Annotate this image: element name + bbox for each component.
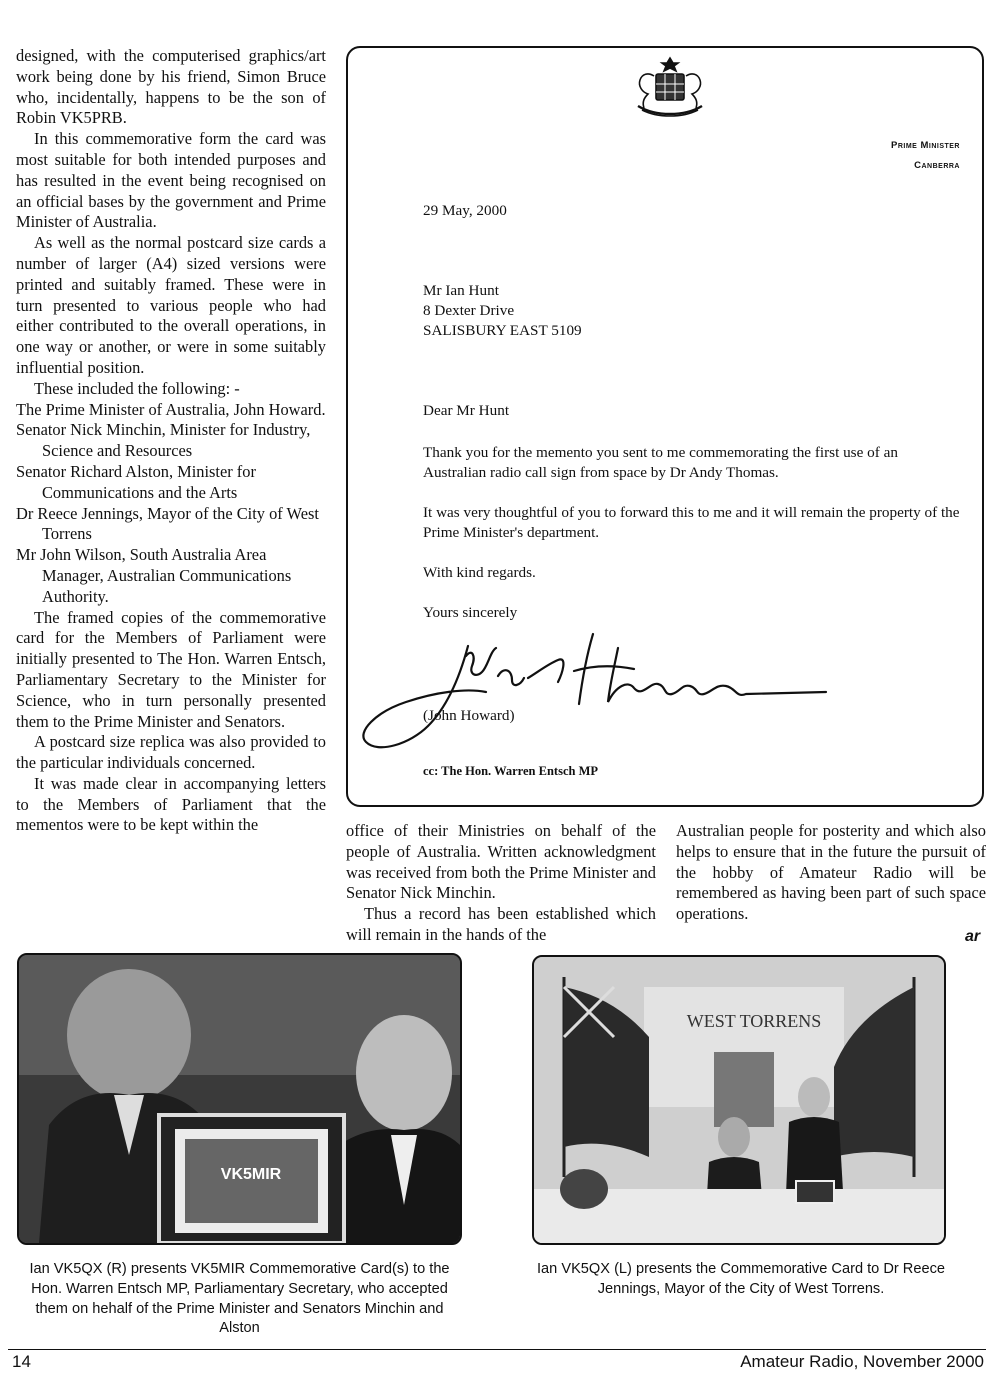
office-heading [891,136,960,176]
article-column-2 [346,821,656,946]
wall-sign: WEST TORRENS [686,1011,822,1031]
paragraph: designed, with the computerised graphics/art work being done by his friend, Simon Bruce who, incidentally, happens to be the son of Robin VK5PRB. [16,46,326,128]
list-item: The Prime Minister of Australia, John Howard. [16,399,326,419]
photo-presentation-jennings [532,955,946,1245]
coat-of-arms-icon [630,54,710,120]
photo-illustration [19,955,460,1243]
publication-title: Amateur Radio, November 2000 [740,1352,984,1371]
list-item: Mr John Wilson, South Australia Area Manager, Australian Communications Authority. [16,545,292,606]
paragraph: The framed copies of the commemorative card for the Members of Parliament were initially presented to The Hon. Warren Entsch, Parliamentary Secretary to the Minister for Science, who in turn personally presented them to the Prime Minister and Senators. [16,607,326,731]
footer-rule [8,1349,986,1350]
end-mark: ar [965,928,981,945]
paragraph: A postcard size replica was also provided to the particular individuals concerned. [16,732,326,773]
paragraph: In this commemorative form the card was most suitable for both intended purposes and has resulted in the event being recognised on an official bases by the government and Prime Minister of Australia. [16,129,326,232]
address-name: Mr Ian Hunt [423,282,499,299]
closing: Yours sincerely [423,604,518,621]
address-street: 8 Dexter Drive [423,302,515,319]
closing: With kind regards. [423,564,536,581]
list-item: Dr Reece Jennings, Mayor of the City of West Torrens [16,503,319,544]
photo-illustration [534,957,944,1243]
photo-presentation-entsch [17,953,462,1245]
office-location: Canberra [914,160,960,171]
address-city: SALISBURY EAST 5109 [423,322,582,339]
paragraph: It was made clear in accompanying letters to the Members of Parliament that the mementos were to be kept within the [16,773,326,835]
paragraph: As well as the normal postcard size cards a number of larger (A4) sized versions were printed and suitably framed. These were in turn presented to various people who had either contributed to the overall operations, in one way or another, or were in some suitably influential position. [16,233,326,377]
article-column-1 [16,46,326,836]
salutation: Dear Mr Hunt [423,402,510,419]
pm-letter [346,46,984,807]
photo-caption-2: Ian VK5QX (L) presents the Commemorative Card to Dr Reece Jennings, Mayor of the City of West Torrens. [537,1261,945,1297]
office-title: Prime Minister [890,140,960,151]
letter-paragraph: Thank you for the memento you sent to me commemorating the first use of an Australian radio call sign from space by Dr Andy Thomas. [423,444,898,481]
signature-icon [348,626,828,756]
list-item: Senator Nick Minchin, Minister for Industry, Science and Resources [16,420,311,461]
letter-date: 29 May, 2000 [423,202,507,219]
paragraph: Thus a record has been established which will remain in the hands of the [346,904,656,944]
page-number: 14 [12,1352,31,1371]
card-callsign: VK5MIR [220,1166,282,1183]
signatory-name: (John Howard) [423,707,515,724]
paragraph: These included the following: - [34,378,240,398]
letter-paragraph: It was very thoughtful of you to forward this to me and it will remain the property of the Prime Minister's department. [423,504,960,541]
list-item: Senator Richard Alston, Minister for Communications and the Arts [16,461,256,502]
paragraph: office of their Ministries on behalf of the people of Australia. Written acknowledgment was received from both the Prime Minister and Senator Nick Minchin. [346,821,656,903]
paragraph: Australian people for posterity and which also helps to ensure that in the future the pursuit of the hobby of Amateur Radio will be remembered as having been part of such space operations. [676,821,986,924]
cc-line: cc: The Hon. Warren Entsch MP [423,764,598,778]
article-column-3 [676,821,986,925]
photo-caption-1: Ian VK5QX (R) presents VK5MIR Commemorative Card(s) to the Hon. Warren Entsch MP, Parliamentary Secretary, who accepted them on hehalf of the Prime Minister and Senators Minchin and Alston [29,1261,450,1337]
